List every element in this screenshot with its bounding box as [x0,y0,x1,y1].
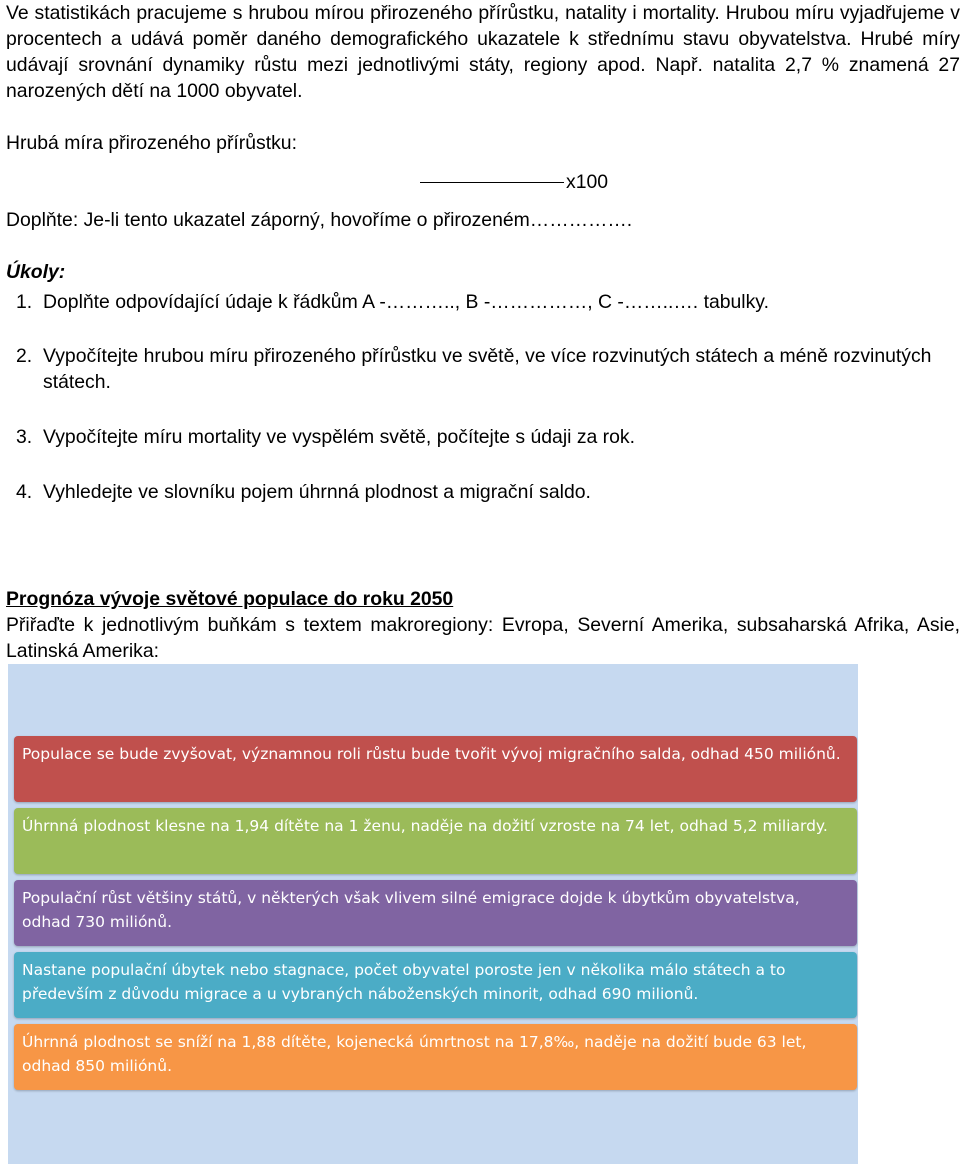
task-number: 2. [16,345,33,367]
formula-label: Hrubá míra přirozeného přírůstku: [6,132,297,154]
intro-paragraph: Ve statistikách pracujeme s hrubou mírou přirozeného přírůstku, natality i mortality. Hrubou míru vyjadřujeme v procentech a udává poměr daného demografického ukazatele k střednímu stavu obyvatelstva. Hrubé míry udávají srovnání dynamiky růstu mezi jednotlivými státy, regiony apod. Např. natalita 2,7 % znamená 27 narozených dětí na 1000 obyvatel. [6,2,960,102]
task-text: Vyhledejte ve slovníku pojem úhrnná plodnost a migrační saldo. [43,481,591,503]
region-box[interactable]: Populace se bude zvyšovat, významnou roli růstu bude tvořit vývoj migračního salda, odhad 450 miliónů. [14,736,857,802]
region-box[interactable]: Populační růst většiny států, v některých však vlivem silné emigrace dojde k úbytkům obyvatelstva, odhad 730 miliónů. [14,880,857,946]
task-text: Vypočítejte hrubou míru přirozeného přírůstku ve světě, ve více rozvinutých státech a méně rozvinutých státech. [43,345,932,393]
task-item [16,343,960,395]
fraction-line [420,182,564,183]
region-box[interactable]: Úhrnná plodnost se sníží na 1,88 dítěte, kojenecká úmrtnost na 17,8‰, naděje na dožití bude 63 let, odhad 850 miliónů. [14,1024,857,1090]
task-item [16,479,960,505]
region-box[interactable]: Úhrnná plodnost klesne na 1,94 dítěte na 1 ženu, naděje na dožití vzroste na 74 let, odhad 5,2 miliardy. [14,808,857,874]
fill-in-sentence: Doplňte: Je-li tento ukazatel záporný, hovoříme o přirozeném……………. [6,209,633,231]
region-box[interactable]: Nastane populační úbytek nebo stagnace, počet obyvatel poroste jen v několika málo státech a to především z důvodu migrace a u vybraných náboženských minorit, odhad 690 milionů. [14,952,857,1018]
task-text: Vypočítejte míru mortality ve vyspělém světě, počítejte s údaji za rok. [43,426,636,448]
task-number: 4. [16,481,33,503]
formula-multiplier: x100 [566,171,609,193]
forecast-heading: Prognóza vývoje světové populace do roku 2050 [6,588,454,610]
forecast-instruction: Přiřaďte k jednotlivým buňkám s textem makroregiony: Evropa, Severní Amerika, subsaharská Afrika, Asie, Latinská Amerika: [6,614,960,662]
task-text: Doplňte odpovídající údaje k řádkům A -……….., B -……………, C -……..…. tabulky. [43,291,769,313]
task-number: 1. [16,291,33,313]
task-item [16,424,960,450]
task-number: 3. [16,426,33,448]
task-item [16,289,960,315]
tasks-heading: Úkoly: [6,261,66,283]
